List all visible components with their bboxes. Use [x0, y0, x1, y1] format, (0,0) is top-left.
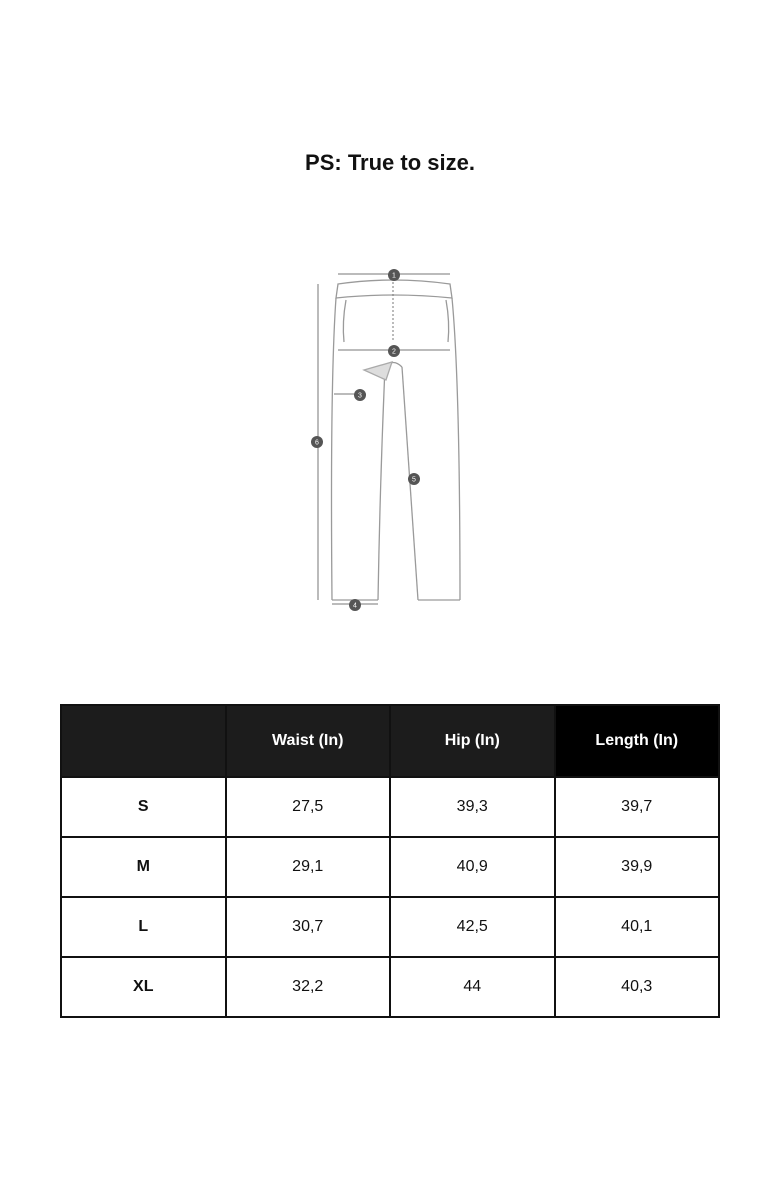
left-pocket — [343, 300, 346, 342]
table-row — [61, 897, 719, 957]
length-cell: 40,1 — [555, 897, 720, 957]
length-cell: 39,9 — [555, 837, 720, 897]
table-row — [61, 777, 719, 837]
marker-label-3: 3 — [358, 392, 362, 400]
header-waist: Waist (In) — [226, 705, 391, 777]
pants-measurement-icon — [300, 262, 480, 618]
table-header-row — [61, 705, 719, 777]
header-length: Length (In) — [555, 705, 720, 777]
hip-cell: 42,5 — [390, 897, 555, 957]
marker-label-4: 4 — [353, 602, 357, 610]
size-cell: L — [61, 897, 226, 957]
waistband-shape — [336, 280, 452, 298]
size-cell: M — [61, 837, 226, 897]
marker-label-1: 1 — [392, 272, 396, 280]
header-size — [61, 705, 226, 777]
marker-label-5: 5 — [412, 476, 416, 484]
fit-note: PS: True to size. — [305, 150, 475, 175]
hip-cell: 39,3 — [390, 777, 555, 837]
waist-cell: 27,5 — [226, 777, 391, 837]
waist-cell: 30,7 — [226, 897, 391, 957]
right-outer-seam — [452, 298, 460, 600]
size-cell: S — [61, 777, 226, 837]
waist-cell: 29,1 — [226, 837, 391, 897]
left-outer-seam — [332, 298, 337, 600]
length-cell: 40,3 — [555, 957, 720, 1017]
length-cell: 39,7 — [555, 777, 720, 837]
right-pocket — [446, 300, 449, 342]
table-row — [61, 837, 719, 897]
left-inner-seam — [378, 367, 385, 600]
size-cell: XL — [61, 957, 226, 1017]
hip-cell: 40,9 — [390, 837, 555, 897]
header-hip: Hip (In) — [390, 705, 555, 777]
marker-label-6: 6 — [315, 439, 319, 447]
hip-cell: 44 — [390, 957, 555, 1017]
waist-cell: 32,2 — [226, 957, 391, 1017]
table-row — [61, 957, 719, 1017]
size-chart-table — [60, 704, 720, 1018]
fold-shade — [364, 362, 392, 380]
marker-label-2: 2 — [392, 348, 396, 356]
